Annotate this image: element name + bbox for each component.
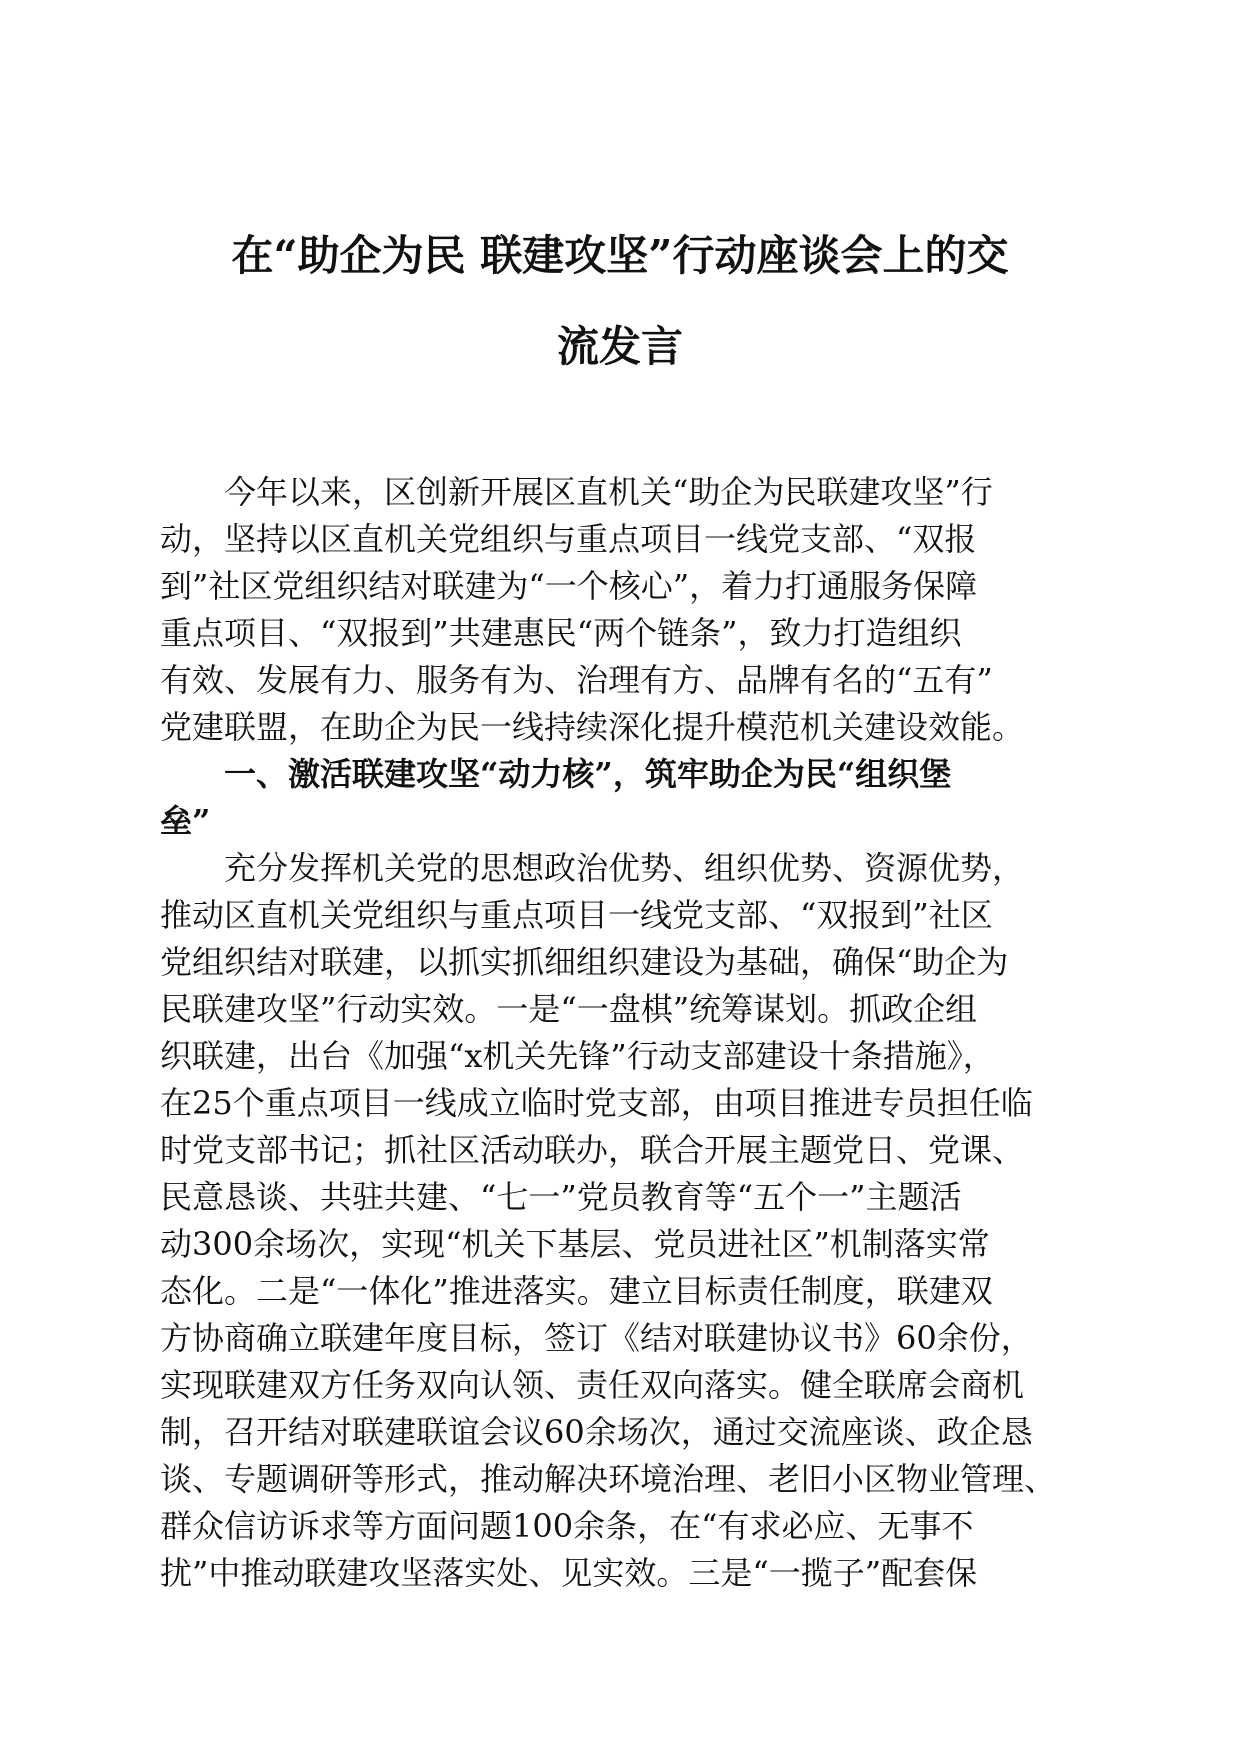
paragraph-line: 方协商确立联建年度目标，签订《结对联建协议书》60余份， bbox=[160, 1319, 1033, 1357]
paragraph-line: 到”社区党组织结对联建为“一个核心”，着力打通服务保障 bbox=[160, 567, 978, 605]
paragraph-line: 今年以来，区创新开展区直机关“助企为民联建攻坚”行 bbox=[224, 473, 993, 511]
paragraph-line: 党组织结对联建，以抓实抓细组织建设为基础，确保“助企为 bbox=[160, 943, 1009, 981]
paragraph-line: 民联建攻坚”行动实效。一是“一盘棋”统筹谋划。抓政企组 bbox=[160, 990, 978, 1028]
paragraph-line: 时党支部书记；抓社区活动联办，联合开展主题党日、党课、 bbox=[160, 1131, 1025, 1169]
paragraph-line: 实现联建双方任务双向认领、责任双向落实。健全联席会商机 bbox=[160, 1366, 1025, 1404]
paragraph-line: 扰”中推动联建攻坚落实处、见实效。三是“一揽子”配套保 bbox=[160, 1554, 978, 1592]
paragraph-line: 党建联盟，在助企为民一线持续深化提升模范机关建设效能。 bbox=[160, 708, 1025, 746]
paragraph-line: 在25个重点项目一线成立临时党支部，由项目推进专员担任临 bbox=[160, 1084, 1033, 1122]
document-title-line-1: 在“助企为民 联建攻坚”行动座谈会上的交 bbox=[231, 231, 1009, 280]
paragraph-line: 重点项目、“双报到”共建惠民“两个链条”，致力打造组织 bbox=[160, 614, 962, 652]
paragraph-line: 有效、发展有力、服务有为、治理有方、品牌有名的“五有” bbox=[160, 661, 993, 699]
section-heading-line: 垒” bbox=[160, 802, 211, 840]
paragraph-line: 民意恳谈、共驻共建、“七一”党员教育等“五个一”主题活 bbox=[160, 1178, 962, 1216]
document-title-line-2: 流发言 bbox=[556, 322, 683, 371]
paragraph-line: 织联建，出台《加强“x机关先锋”行动支部建设十条措施》， bbox=[160, 1037, 995, 1075]
paragraph-line: 动300余场次，实现“机关下基层、党员进社区”机制落实常 bbox=[160, 1225, 990, 1263]
paragraph-line: 推动区直机关党组织与重点项目一线党支部、“双报到”社区 bbox=[160, 896, 993, 934]
paragraph-line: 群众信访诉求等方面问题100余条，在“有求必应、无事不 bbox=[160, 1507, 974, 1545]
paragraph-line: 动，坚持以区直机关党组织与重点项目一线党支部、“双报 bbox=[160, 520, 977, 558]
paragraph-line: 充分发挥机关党的思想政治优势、组织优势、资源优势， bbox=[224, 849, 1025, 887]
paragraph-line: 态化。二是“一体化”推进落实。建立目标责任制度，联建双 bbox=[160, 1272, 993, 1310]
paragraph-line: 制，召开结对联建联谊会议60余场次，通过交流座谈、政企恳 bbox=[160, 1413, 1033, 1451]
paragraph-line: 谈、专题调研等形式，推动解决环境治理、老旧小区物业管理、 bbox=[160, 1460, 1057, 1498]
section-heading-line: 一、激活联建攻坚“动力核”，筑牢助企为民“组织堡 bbox=[224, 755, 952, 793]
